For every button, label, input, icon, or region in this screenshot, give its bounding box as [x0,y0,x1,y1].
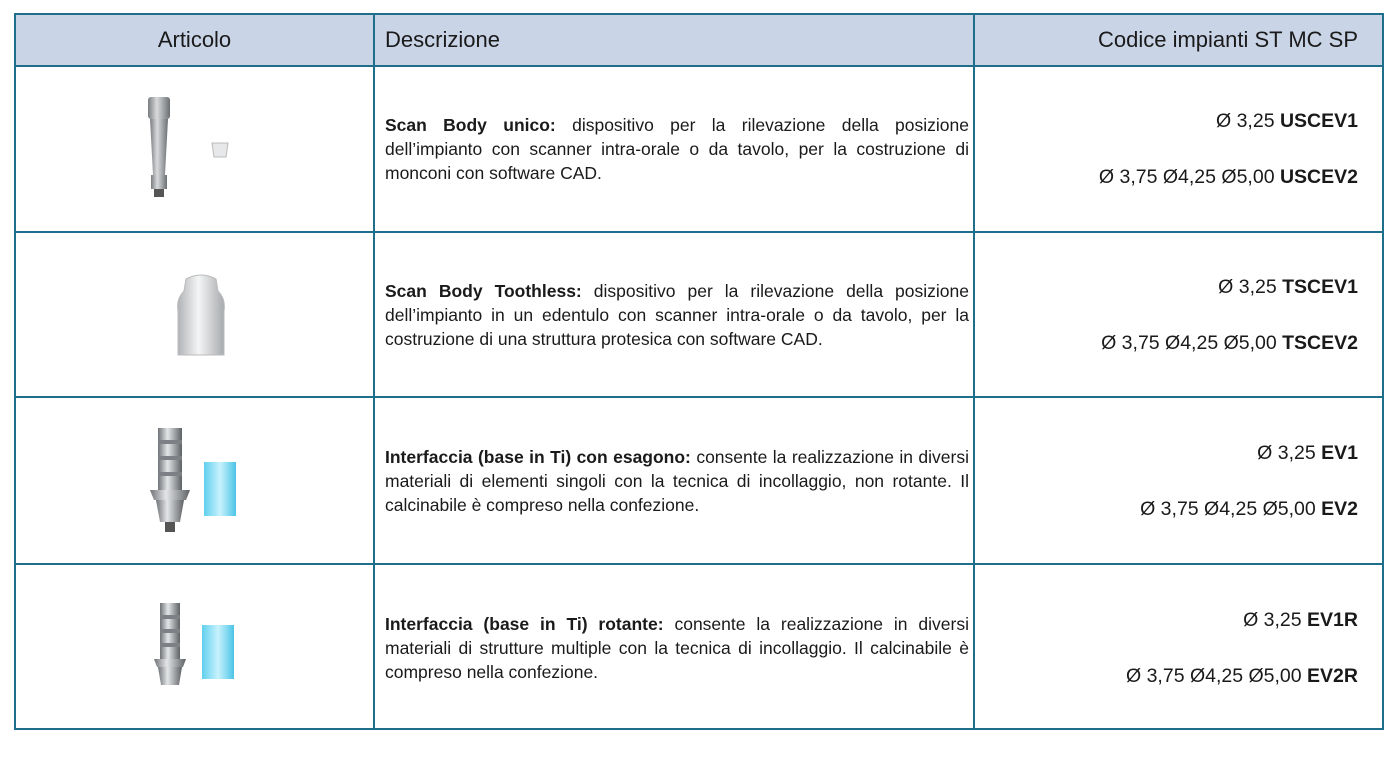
description-title: Scan Body Toothless: [385,280,582,301]
description [385,445,969,517]
table-row [16,398,1382,563]
description-title: Interfaccia (base in Ti) rotante: [385,613,664,634]
code-line [978,162,1358,192]
description-title: Interfaccia (base in Ti) con esagono: [385,446,691,467]
code-line [978,661,1358,691]
description-title: Scan Body unico: [385,115,556,135]
description-text: dispositivo per la rilevazione della posizione dell’impianto in un edentulo con scanner intra-orale o da tavolo, per la costruzione di una struttura protesica con software CAD. [385,280,969,349]
code-line [978,494,1358,524]
table-row [16,233,1382,396]
code-value: USCEV1 [1279,110,1358,132]
code-sizes: Ø 3,75 Ø4,25 Ø5,00 [1126,664,1302,687]
code-line [978,106,1358,136]
ti-base-hex-icon [140,426,250,536]
description [385,113,969,185]
scan-body-toothless-icon [166,271,236,361]
header-descrizione: Descrizione [385,27,500,52]
code-line [978,272,1358,302]
description [385,612,969,684]
description-text: consente la realizzazione in diversi materiali di elementi singoli con la tecnica di incollaggio, non rotante. Il calcinabile è compreso nella confezione. [385,446,969,515]
description-text: consente la realizzazione in diversi materiali di strutture multiple con la tecnica di incollaggio. Il calcinabile è compreso nella confezione. [385,613,969,682]
code-sizes: Ø 3,25 [1216,110,1275,132]
table-row [16,67,1382,231]
code-value: TSCEV1 [1282,275,1358,298]
codes-cell [978,272,1358,358]
header-codice: Codice impianti ST MC SP [1097,27,1358,52]
code-value: TSCEV2 [1282,331,1358,354]
article-image-cell [16,565,373,730]
code-line [978,605,1358,635]
code-sizes: Ø 3,75 Ø4,25 Ø5,00 [1140,497,1316,520]
scan-body-icon [134,95,254,205]
product-table [14,13,1384,730]
article-image-cell [16,398,373,563]
code-sizes: Ø 3,25 [1243,608,1302,631]
code-sizes: Ø 3,25 [1218,275,1277,298]
code-value: EV2 [1321,497,1358,520]
code-sizes: Ø 3,75 Ø4,25 Ø5,00 [1101,331,1277,354]
codes-cell [978,605,1358,691]
code-sizes: Ø 3,25 [1257,441,1316,464]
article-image-cell [16,233,373,396]
code-value: EV1 [1321,441,1358,464]
description-text: dispositivo per la rilevazione della posizione dell’impianto con scanner intra-orale o da tavolo, per la costruzione di monconi con software CAD. [385,115,969,183]
code-line [978,438,1358,468]
ti-base-rotating-icon [144,601,254,701]
code-sizes: Ø 3,75 Ø4,25 Ø5,00 [1098,166,1275,188]
code-value: EV1R [1307,608,1358,631]
article-image-cell [16,67,373,231]
code-value: EV2R [1307,664,1358,687]
code-value: USCEV2 [1279,166,1358,188]
codes-cell [978,438,1358,524]
table-row [16,565,1382,730]
header-articolo: Articolo [157,27,232,52]
code-line [978,328,1358,358]
codes-cell [978,106,1358,192]
description [385,279,969,351]
